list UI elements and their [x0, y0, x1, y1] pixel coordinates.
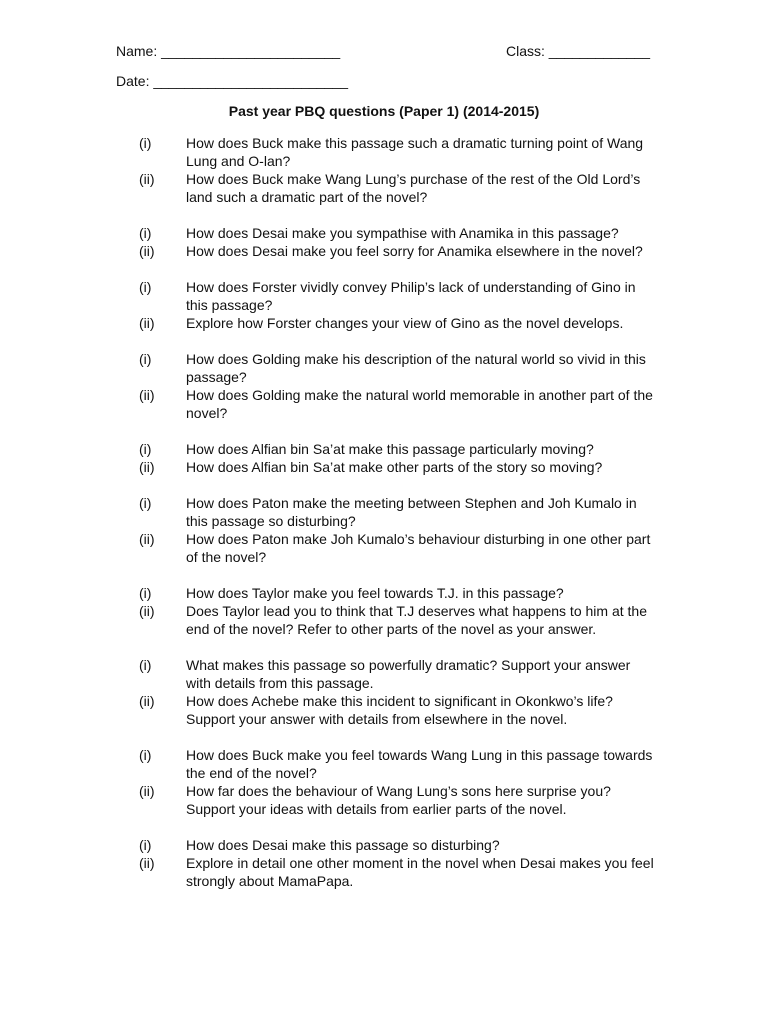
question-text: How far does the behaviour of Wang Lung’s sons here surprise you? Support your ideas with details from earlier parts of the novel.: [186, 783, 611, 817]
question-number: (ii): [139, 855, 155, 871]
question-item: [0, 134, 768, 170]
question-group: [0, 278, 768, 332]
question-text: Does Taylor lead you to think that T.J deserves what happens to him at the end of the novel? Refer to other parts of the novel as your answer.: [186, 603, 647, 637]
question-item: [0, 224, 768, 242]
question-text: How does Desai make you feel sorry for Anamika elsewhere in the novel?: [186, 243, 643, 259]
question-group: [0, 494, 768, 566]
question-item: [0, 836, 768, 854]
question-item: [0, 494, 768, 530]
question-text: How does Alfian bin Sa’at make other parts of the story so moving?: [186, 459, 603, 475]
question-text: How does Desai make you sympathise with Anamika in this passage?: [186, 225, 619, 241]
question-text: How does Achebe make this incident to significant in Okonkwo’s life? Support your answer with details from elsewhere in the novel.: [186, 693, 613, 727]
question-item: [0, 854, 768, 890]
question-number: (i): [139, 837, 152, 853]
question-number: (ii): [139, 459, 155, 475]
question-text: How does Golding make the natural world memorable in another part of the novel?: [186, 387, 653, 421]
question-number: (ii): [139, 387, 155, 403]
question-item: [0, 314, 768, 332]
question-text: How does Paton make Joh Kumalo’s behaviour disturbing in one other part of the novel?: [186, 531, 651, 565]
question-text: How does Taylor make you feel towards T.J. in this passage?: [186, 585, 564, 601]
question-number: (ii): [139, 315, 155, 331]
question-item: [0, 386, 768, 422]
question-item: [0, 656, 768, 692]
question-group: [0, 656, 768, 728]
question-text: How does Desai make this passage so disturbing?: [186, 837, 500, 853]
question-text: Explore in detail one other moment in the novel when Desai makes you feel strongly about MamaPapa.: [186, 855, 654, 889]
question-item: [0, 350, 768, 386]
question-item: [0, 440, 768, 458]
question-item: [0, 692, 768, 728]
question-item: [0, 782, 768, 818]
question-group: [0, 584, 768, 638]
question-group: [0, 746, 768, 818]
question-number: (i): [139, 135, 152, 151]
page-title: Past year PBQ questions (Paper 1) (2014-2015): [228, 103, 540, 119]
question-item: [0, 458, 768, 476]
question-text: How does Alfian bin Sa’at make this passage particularly moving?: [186, 441, 594, 457]
question-text: How does Golding make his description of the natural world so vivid in this passage?: [186, 351, 646, 385]
question-text: How does Paton make the meeting between Stephen and Joh Kumalo in this passage so disturbing?: [186, 495, 637, 529]
question-number: (ii): [139, 603, 155, 619]
question-item: [0, 584, 768, 602]
question-number: (ii): [139, 693, 155, 709]
question-item: [0, 746, 768, 782]
question-number: (i): [139, 225, 152, 241]
question-number: (ii): [139, 783, 155, 799]
question-text: How does Buck make this passage such a dramatic turning point of Wang Lung and O-lan?: [186, 135, 644, 169]
name-field-label: Name: _______________________: [116, 43, 341, 59]
question-number: (ii): [139, 171, 155, 187]
question-text: Explore how Forster changes your view of Gino as the novel develops.: [186, 315, 624, 331]
question-number: (i): [139, 657, 152, 673]
question-item: [0, 602, 768, 638]
question-group: [0, 134, 768, 206]
question-list: [0, 134, 768, 908]
question-number: (ii): [139, 531, 155, 547]
question-number: (i): [139, 585, 152, 601]
question-text: How does Buck make Wang Lung’s purchase of the rest of the Old Lord’s land such a dramatic part of the novel?: [186, 171, 641, 205]
question-number: (ii): [139, 243, 155, 259]
question-number: (i): [139, 279, 152, 295]
question-item: [0, 278, 768, 314]
question-item: [0, 242, 768, 260]
question-text: How does Buck make you feel towards Wang Lung in this passage towards the end of the novel?: [186, 747, 653, 781]
date-field-label: Date: _________________________: [116, 73, 349, 89]
question-group: [0, 350, 768, 422]
question-text: What makes this passage so powerfully dramatic? Support your answer with details from this passage.: [186, 657, 631, 691]
question-number: (i): [139, 495, 152, 511]
question-number: (i): [139, 747, 152, 763]
question-number: (i): [139, 441, 152, 457]
class-field-label: Class: _____________: [506, 43, 651, 59]
question-item: [0, 170, 768, 206]
question-text: How does Forster vividly convey Philip’s lack of understanding of Gino in this passage?: [186, 279, 636, 313]
question-group: [0, 836, 768, 890]
question-group: [0, 224, 768, 260]
question-item: [0, 530, 768, 566]
question-group: [0, 440, 768, 476]
question-number: (i): [139, 351, 152, 367]
